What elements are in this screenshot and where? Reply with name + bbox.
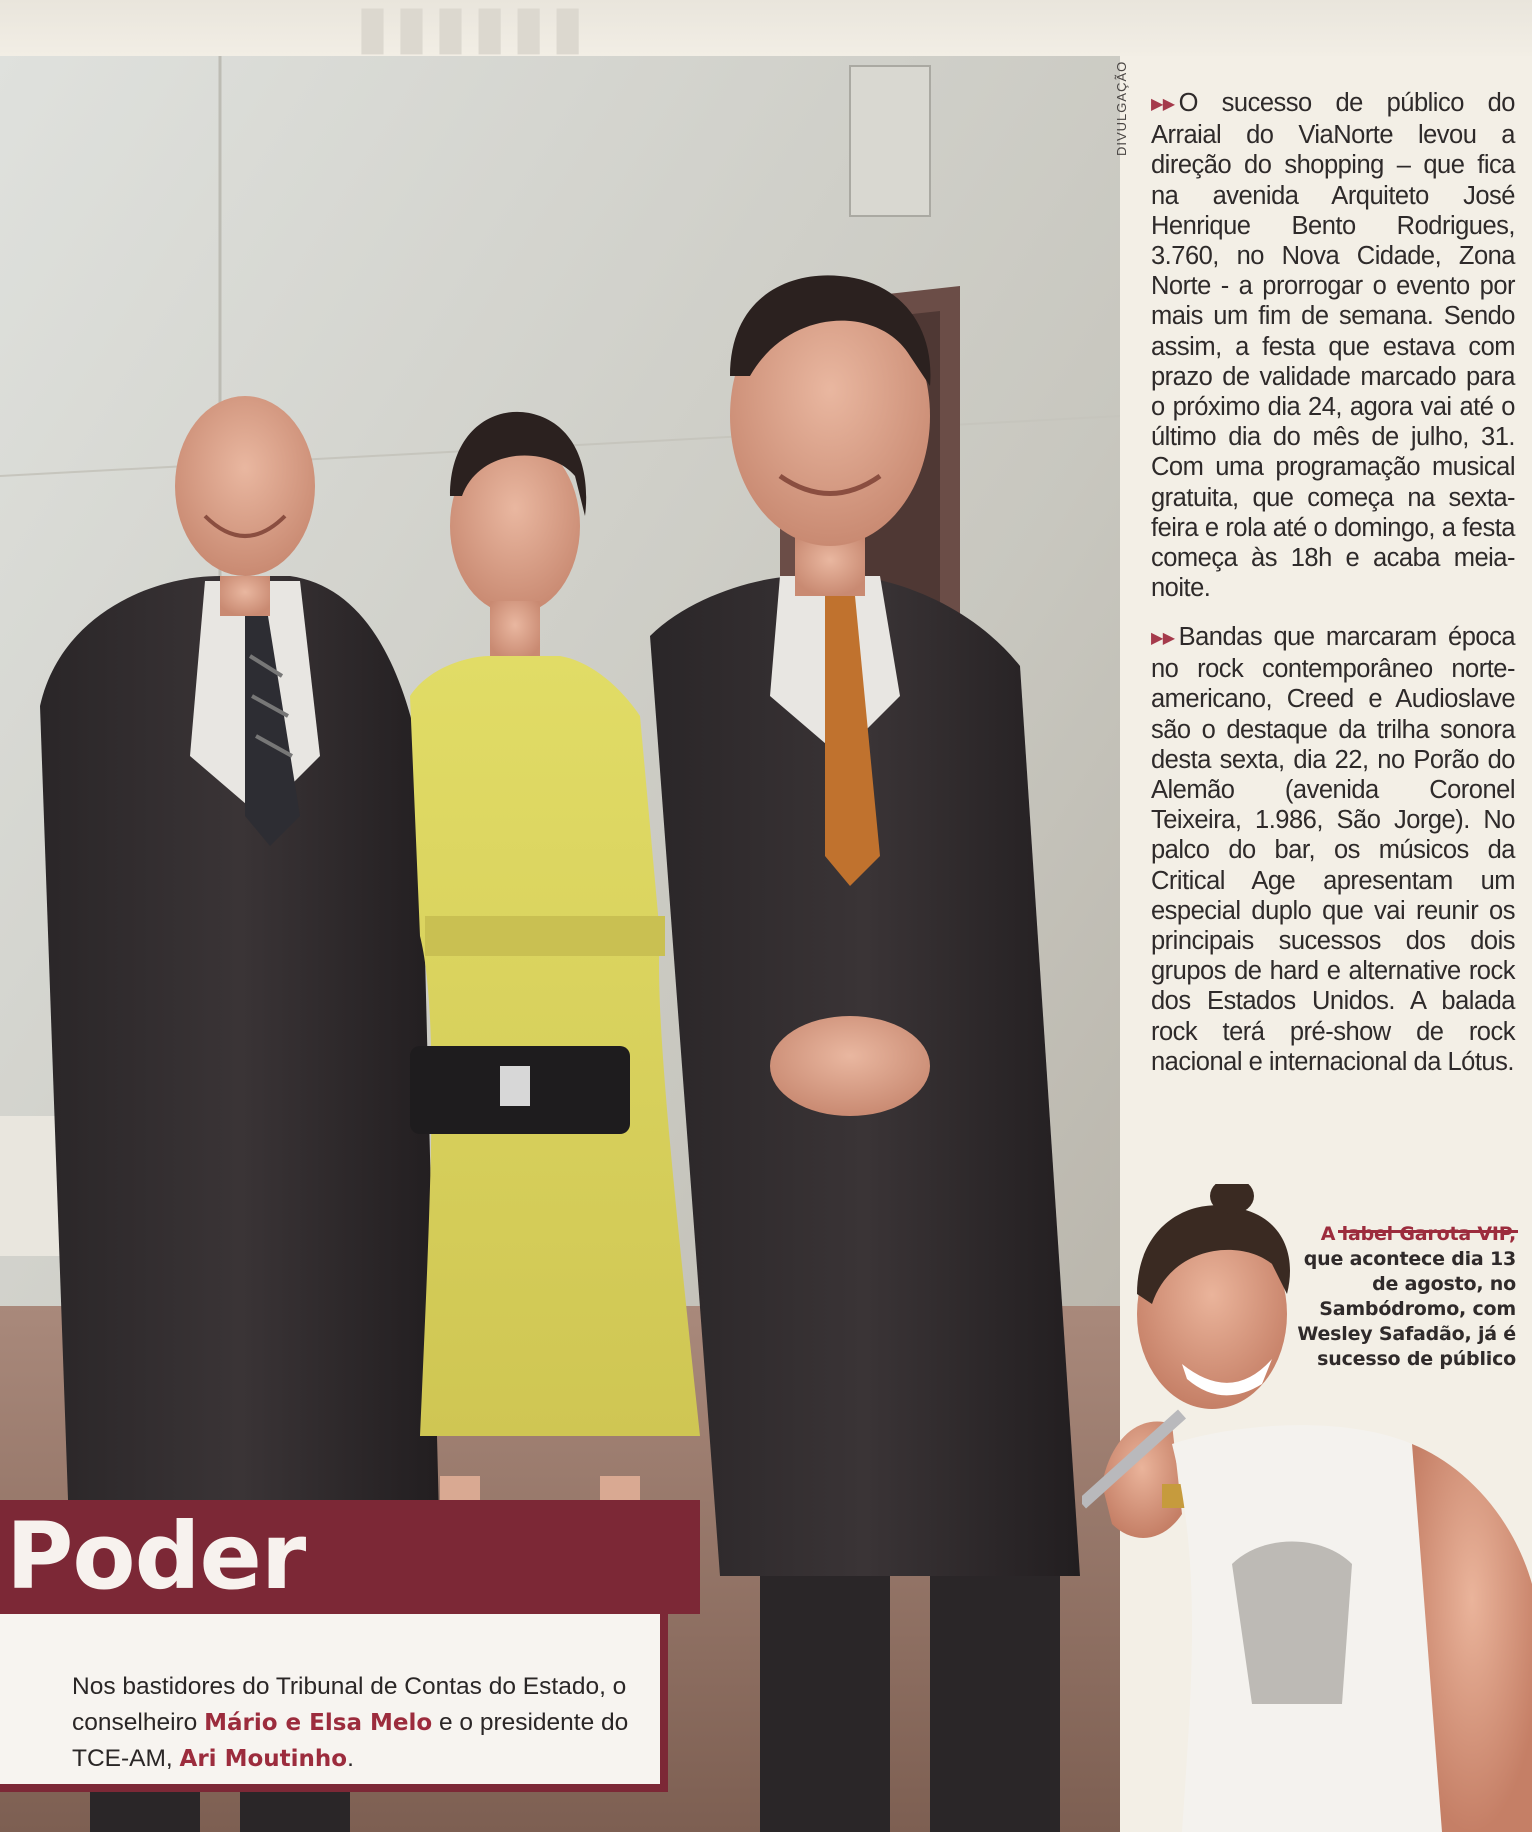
column-item-rock [1151,622,1515,1077]
masthead-ghost-text: ▮▮▮▮▮▮ [350,0,585,56]
column-item-arraial-text: O sucesso de público do Arraial do ViaNorte levou a direção do shopping – que fica na avenida Arquiteto José Henrique Bento Rodrigues, 3.760, no Nova Cidade, Zona Norte - a prorrogar o evento por mais um fim de semana. Sendo assim, a festa que estava com prazo de validade marcado para o próximo dia 24, agora vai até o último dia do mês de julho, 31. Com uma programação musical gratuita, que começa na sexta-feira e rola até o domingo, a festa começa às 18h e acaba meia-noite. [1151,89,1515,603]
poder-title: Poder [6,1503,306,1610]
column-item-arraial [1151,88,1515,603]
singer-caption-lead: A label Garota VIP, [1320,1223,1516,1245]
photo-credit: DIVULGAÇÃO [1114,60,1129,156]
poder-caption [72,1669,652,1777]
double-arrow-icon: ▶▶ [1151,96,1175,113]
poder-caption-part-2: e o presidente do TCE-AM, [72,1709,629,1772]
poder-highlight-names-1: Mário e Elsa Melo [204,1710,433,1736]
poder-caption-part-1: Nos bastidores do Tribunal de Contas do Estado, o conselheiro [72,1673,627,1736]
poder-highlight-names-2: Ari Moutinho [179,1746,348,1772]
poder-caption-part-3: . [347,1745,354,1772]
double-arrow-icon: ▶▶ [1151,630,1175,647]
singer-caption-text: que acontece dia 13 de agosto, no Sambódromo, com Wesley Safadão, já é sucesso de público [1297,1248,1516,1370]
singer-caption [1290,1222,1516,1372]
column-item-rock-text: Bandas que marcaram época no rock contemporâneo norte-americano, Creed e Audioslave são o destaque da trilha sonora desta sexta, dia 22, no Porão do Alemão (avenida Coronel Teixeira, 1.986, São Jorge). No palco do bar, os músicos da Critical Age apresentam um especial duplo que vai reunir os principais sucessos dos dois grupos de hard e alternative rock dos Estados Unidos. A balada rock terá pré-show de rock nacional e internacional da Lótus. [1151,623,1515,1076]
masthead-bleed [0,0,1532,56]
